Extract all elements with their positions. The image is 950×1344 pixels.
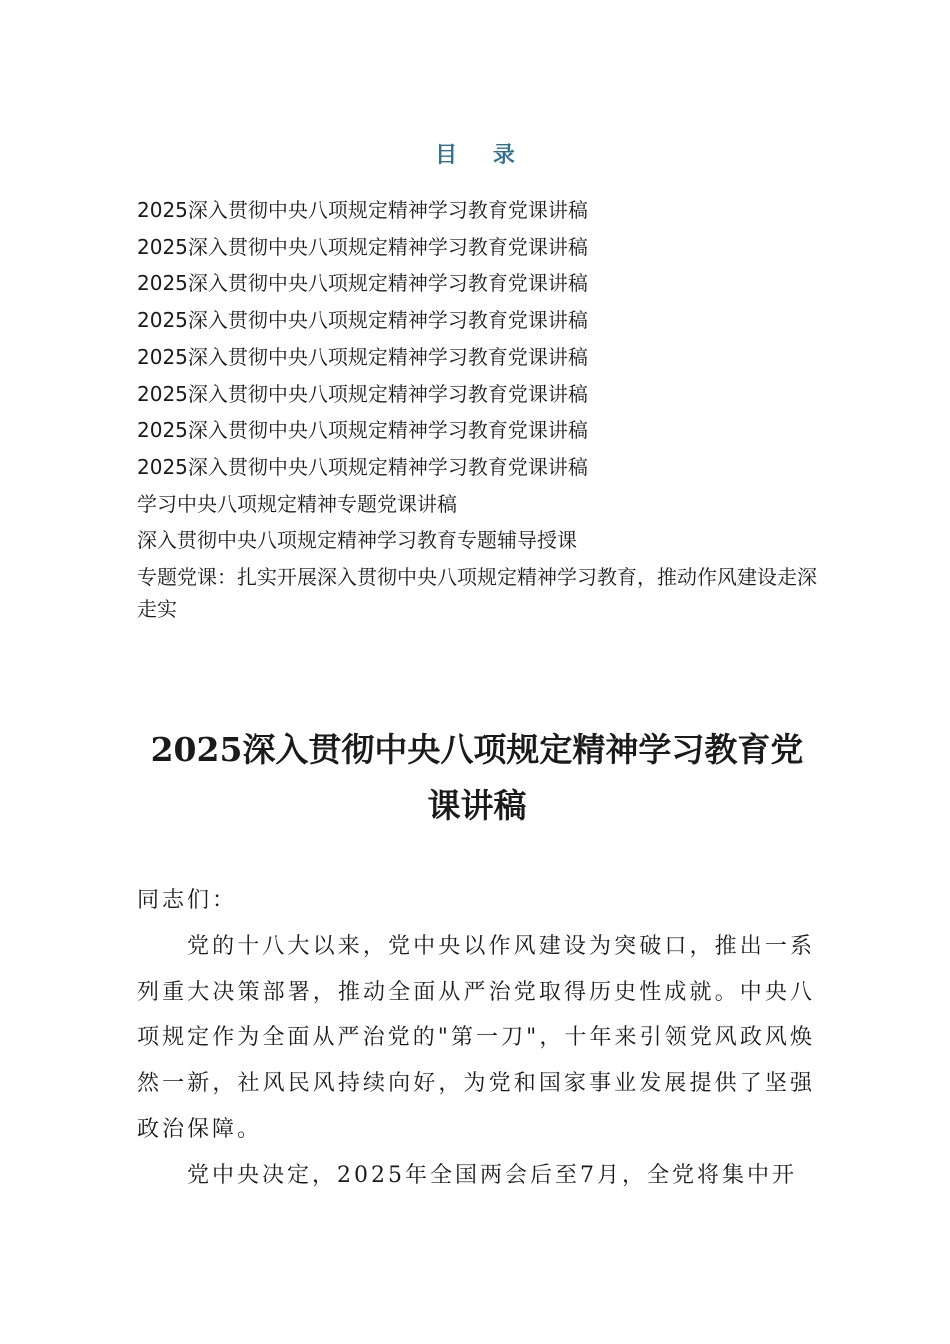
body-paragraph: 党中央决定，2025年全国两会后至7月，全党将集中开 xyxy=(187,1162,797,1188)
toc-title: 目 录 xyxy=(435,142,529,168)
toc-item[interactable]: 2025深入贯彻中央八项规定精神学习教育党课讲稿 xyxy=(137,418,588,443)
toc-item[interactable]: 2025深入贯彻中央八项规定精神学习教育党课讲稿 xyxy=(137,381,588,406)
document-body xyxy=(137,878,815,1199)
toc-item[interactable]: 专题党课：扎实开展深入贯彻中央八项规定精神学习教育，推动作风建设走深走实 xyxy=(137,565,817,622)
toc-item[interactable]: 学习中央八项规定精神专题党课讲稿 xyxy=(137,491,457,516)
salutation: 同志们： xyxy=(137,888,238,913)
toc-item[interactable]: 2025深入贯彻中央八项规定精神学习教育党课讲稿 xyxy=(137,344,588,369)
body-paragraph: 党的十八大以来，党中央以作风建设为突破口，推出一系列重大决策部署，推动全面从严治党取得历史性成就。中央八项规定作为全面从严治党的"第一刀"，十年来引领党风政风焕然一新，社风民风持续向好，为党和国家事业发展提供了坚强政治保障。 xyxy=(137,933,815,1142)
toc-item[interactable]: 2025深入贯彻中央八项规定精神学习教育党课讲稿 xyxy=(137,198,588,222)
toc-item[interactable]: 深入贯彻中央八项规定精神学习教育专题辅导授课 xyxy=(137,528,577,553)
toc-item[interactable]: 2025深入贯彻中央八项规定精神学习教育党课讲稿 xyxy=(137,454,588,479)
toc-item[interactable]: 2025深入贯彻中央八项规定精神学习教育党课讲稿 xyxy=(137,234,588,259)
toc-item[interactable]: 2025深入贯彻中央八项规定精神学习教育党课讲稿 xyxy=(137,271,588,296)
table-of-contents xyxy=(137,192,817,625)
toc-item[interactable]: 2025深入贯彻中央八项规定精神学习教育党课讲稿 xyxy=(137,308,588,333)
document-title: 2025深入贯彻中央八项规定精神学习教育党课讲稿 xyxy=(150,730,804,825)
